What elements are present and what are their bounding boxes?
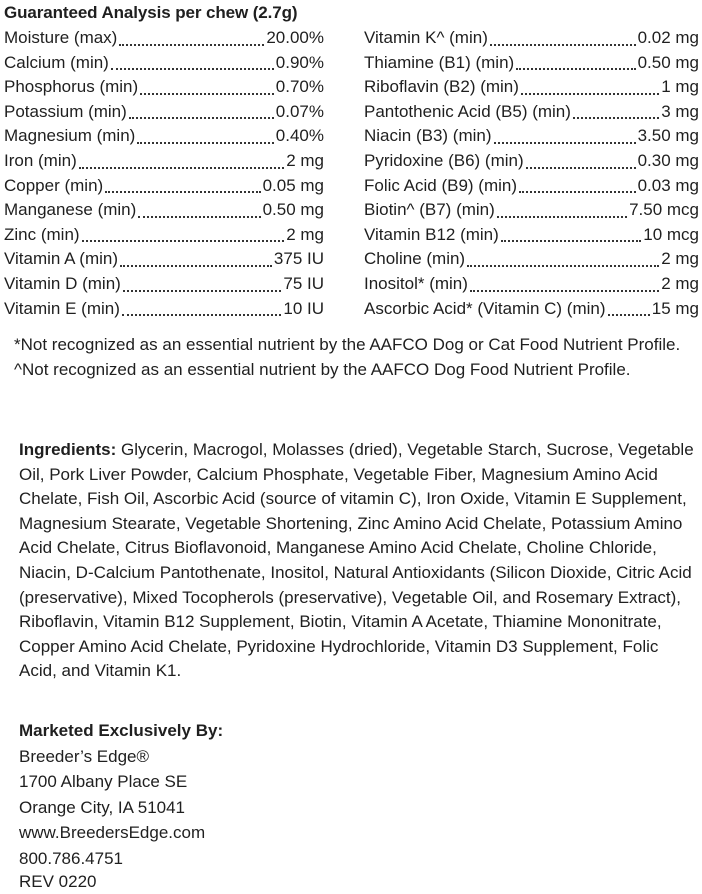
nutrient-value: 1 mg [661,77,699,97]
nutrient-name: Pantothenic Acid (B5) (min) [364,101,571,121]
nutrient-row [364,200,699,225]
dot-leader [608,313,650,316]
dot-leader [501,239,641,242]
dot-leader [123,289,282,292]
nutrient-row [364,274,699,299]
nutrient-name: Vitamin D (min) [4,273,121,293]
nutrient-name: Vitamin B12 (min) [364,224,499,244]
nutrient-value: 2 mg [661,273,699,293]
nutrient-value: 15 mg [651,298,699,318]
dot-leader [120,264,272,267]
dot-leader [122,313,281,316]
marketed-by-section [19,718,223,871]
nutrient-row [364,176,699,201]
nutrient-name: Niacin (B3) (min) [364,126,492,146]
dot-leader [140,92,274,95]
marketed-heading: Marketed Exclusively By: [19,721,224,740]
nutrient-value: 0.30 mg [637,150,699,170]
nutrient-row [364,53,699,78]
guaranteed-analysis-title: Guaranteed Analysis per chew (2.7g) [4,3,298,22]
nutrient-name: Folic Acid (B9) (min) [364,175,518,195]
nutrient-value: 0.07% [275,101,324,121]
footnotes [14,333,694,382]
ingredients-text: Glycerin, Macrogol, Molasses (dried), Vegetable Starch, Sucrose, Vegetable Oil, Pork Liver Powder, Calcium Phosphate, Vegetable Fiber, Magnesium Amino Acid Chelate, Fish Oil, Ascorbic Acid (source of vitamin C), Iron Oxide, Vitamin E Supplement, Magnesium Stearate, Vegetable Shortening, Zinc Amino Acid Chelate, Potassium Amino Acid Chelate, Citrus Bioflavonoid, Manganese Amino Acid Chelate, Choline Chloride, Niacin, D-Calcium Pantothenate, Inositol, Natural Antioxidants (Silicon Dioxide, Citric Acid (preservative), Mixed Tocopherols (preservative), Vegetable Oil, and Rosemary Extract), Riboflavin, Vitamin B12 Supplement, Biotin, Vitamin A Acetate, Thiamine Mononitrate, Copper Amino Acid Chelate, Pyridoxine Hydrochloride, Vitamin D3 Supplement, Folic Acid, and Vitamin K1. [19,440,694,681]
dot-leader [111,67,274,70]
dot-leader [79,166,284,169]
nutrient-row [364,225,699,250]
nutrient-name: Vitamin E (min) [4,298,120,318]
nutrient-row [4,53,324,78]
phone-number: 800.786.4751 [19,848,123,868]
nutrient-value: 2 mg [286,224,324,244]
ingredients-label: Ingredients: [19,440,117,459]
nutrient-name: Ascorbic Acid* (Vitamin C) (min) [364,298,606,318]
address-line-2: Orange City, IA 51041 [19,797,186,817]
dot-leader [526,166,636,169]
address-line-1: 1700 Albany Place SE [19,772,188,791]
nutrient-row [4,299,324,324]
nutrient-value: 375 IU [273,249,324,269]
nutrient-name: Riboflavin (B2) (min) [364,77,519,97]
nutrient-name: Thiamine (B1) (min) [364,52,515,72]
analysis-left-column [4,28,324,323]
dot-leader [516,67,635,70]
nutrient-value: 0.90% [275,52,324,72]
nutrient-row [4,274,324,299]
nutrient-row [4,151,324,176]
nutrient-row [4,28,324,53]
dot-leader [105,190,260,193]
nutrient-name: Potassium (min) [4,101,127,121]
nutrient-name: Zinc (min) [4,224,80,244]
nutrient-name: Pyridoxine (B6) (min) [364,150,524,170]
nutrient-value: 0.03 mg [637,175,699,195]
nutrient-row [4,249,324,274]
dot-leader [467,264,659,267]
nutrient-row [4,126,324,151]
nutrient-row [364,249,699,274]
nutrient-name: Magnesium (min) [4,126,136,146]
dot-leader [137,141,273,144]
dot-leader [521,92,659,95]
nutrient-value: 2 mg [661,249,699,269]
nutrient-value: 75 IU [283,273,324,293]
nutrient-value: 10 IU [283,298,324,318]
nutrient-row [4,77,324,102]
nutrient-row [4,176,324,201]
dot-leader [470,289,659,292]
dot-leader [497,215,627,218]
nutrient-value: 3 mg [661,101,699,121]
nutrient-name: Vitamin A (min) [4,249,119,269]
footnote-asterisk: *Not recognized as an essential nutrient by the AAFCO Dog or Cat Food Nutrient Profile. [14,335,681,354]
dot-leader [494,141,636,144]
dot-leader [519,190,636,193]
nutrient-name: Copper (min) [4,175,104,195]
nutrient-name: Phosphorus (min) [4,77,139,97]
nutrient-value: 0.02 mg [637,28,699,47]
nutrient-value: 0.50 mg [637,52,699,72]
nutrient-name: Inositol* (min) [364,273,468,293]
nutrient-value: 2 mg [286,150,324,170]
ingredients-section [19,438,699,684]
nutrient-name: Choline (min) [364,249,466,269]
nutrient-name: Moisture (max) [4,28,118,47]
nutrient-name: Biotin^ (B7) (min) [364,200,495,220]
company-name: Breeder’s Edge® [19,746,150,766]
nutrient-row [364,28,699,53]
dot-leader [82,239,285,242]
nutrient-value: 0.70% [275,77,324,97]
nutrient-row [364,151,699,176]
dot-leader [573,116,659,119]
nutrient-row [364,77,699,102]
dot-leader [138,215,260,218]
nutrient-row [4,225,324,250]
dot-leader [119,43,264,46]
nutrient-row [4,200,324,225]
nutrient-row [364,102,699,127]
dot-leader [129,116,274,119]
nutrient-row [364,299,699,324]
nutrient-value: 7.50 mcg [629,200,699,220]
nutrient-name: Calcium (min) [4,52,109,72]
revision-code: REV 0220 [19,872,97,891]
nutrient-row [364,126,699,151]
nutrient-value: 20.00% [266,28,324,47]
nutrient-value: 10 mcg [643,224,699,244]
footnote-caret: ^Not recognized as an essential nutrient by the AAFCO Dog Food Nutrient Profile. [14,359,631,379]
nutrient-value: 0.50 mg [262,200,324,220]
nutrient-name: Iron (min) [4,150,77,170]
nutrient-name: Manganese (min) [4,200,137,220]
nutrient-value: 3.50 mg [637,126,699,146]
dot-leader [490,43,636,46]
nutrient-value: 0.40% [275,126,324,146]
website-link[interactable]: www.BreedersEdge.com [19,823,206,842]
nutrient-row [4,102,324,127]
nutrient-name: Vitamin K^ (min) [364,28,488,47]
nutrient-value: 0.05 mg [262,175,324,195]
analysis-right-column [364,28,699,323]
